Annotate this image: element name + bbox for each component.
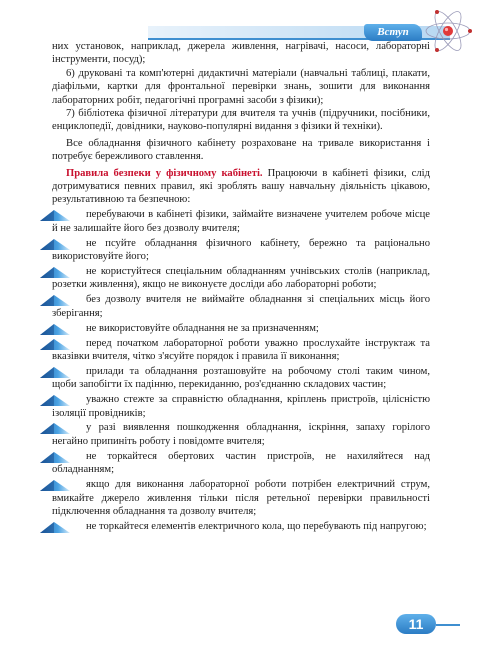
triangle-bullet-icon <box>40 394 70 408</box>
rule-item <box>52 421 430 448</box>
rule-text: не торкайтеся обертових частин пристроїв, не нахиляйтеся над обладнанням; <box>52 450 430 476</box>
rule-text: не торкайтеся елементів електричного кола, що перебувають під напругою; <box>86 520 427 532</box>
rule-text: не псуйте обладнання фізичного кабінету, бережно та раціонально використовуйте його; <box>52 237 430 263</box>
triangle-bullet-icon <box>40 338 70 352</box>
rule-text: якщо для виконання лабораторної роботи потрібен електричний струм, вмикайте джерело живлення тільки після ретельної перевірки правильності підключення обладнання та дозволу вчителя; <box>52 479 430 517</box>
list-item-7: 7) бібліотека фізичної літератури для вчителя та учнів (підручники, посібники, енциклопедії, довідники, науково-популярні видання з фізики й техніки). <box>52 108 430 133</box>
rule-text: не використовуйте обладнання не за призначенням; <box>86 322 319 334</box>
rule-item <box>52 322 430 335</box>
rule-text: уважно стежте за справністю обладнання, кріплень пристроїв, цілісністю ізоляції провідників; <box>52 394 430 419</box>
rules-title: Правила безпеки у фізичному кабінеті. <box>66 167 263 179</box>
rule-item <box>52 478 430 518</box>
rule-item <box>52 265 430 292</box>
rule-item <box>52 365 430 392</box>
rule-text: перебуваючи в кабінеті фізики, займайте визначене учителем робоче місце й не залишайте його без дозволу вчителя; <box>52 209 430 234</box>
body-text <box>52 40 430 533</box>
triangle-bullet-icon <box>40 238 70 252</box>
rule-item <box>52 237 430 264</box>
rule-item <box>52 393 430 420</box>
rules-intro: Працюючи в кабінеті фізики, слід дотримуватися певних правил, які зроблять вашу навчальну діяльність цікавою, результативною та безпечною: <box>52 167 430 206</box>
list-item-6: 6) друковані та комп'ютерні дидактичні матеріали (навчальні таблиці, плакати, діафільми, картки для фронтальної перевірки знань, зошити для виконання лабораторних робіт, педагогічні програмні засоби з фізики); <box>52 67 430 106</box>
triangle-bullet-icon <box>40 479 70 493</box>
page-number-rule <box>436 624 460 626</box>
rule-text: у разі виявлення пошкодження обладнання, іскріння, запаху горілого негайно припиніть роботу і повідомте вчителя; <box>52 422 430 447</box>
triangle-bullet-icon <box>40 521 70 535</box>
rule-text: прилади та обладнання розташовуйте на робочому столі таким чином, щоби запобігти їх падінню, перекиданню, роз'єднанню складових частин; <box>52 365 430 391</box>
triangle-bullet-icon <box>40 366 70 380</box>
triangle-bullet-icon <box>40 323 70 337</box>
rule-item <box>52 520 430 533</box>
rule-item <box>52 337 430 364</box>
triangle-bullet-icon <box>40 209 70 223</box>
rules-intro-paragraph <box>52 167 430 207</box>
section-tab: Вступ <box>364 24 422 41</box>
rule-item <box>52 450 430 477</box>
rule-text: перед початком лабораторної роботи уважно прослухайте інструктаж та вказівки вчителя, чітко з'ясуйте порядок і правила її виконання; <box>52 337 430 362</box>
triangle-bullet-icon <box>40 451 70 465</box>
triangle-bullet-icon <box>40 294 70 308</box>
page-number: 11 <box>396 614 436 634</box>
rule-item <box>52 208 430 235</box>
rule-text: не користуйтеся спеціальним обладнанням учнівських столів (наприклад, розетки живлення), якщо не виконуєте досліди або лабораторні роботи; <box>52 266 430 291</box>
triangle-bullet-icon <box>40 266 70 280</box>
list-continuation: них установок, наприклад, джерела живлення, нагрівачі, насоси, лабораторні інструменти, посуд); <box>52 41 430 66</box>
rule-item <box>52 293 430 320</box>
rule-text: без дозволу вчителя не виймайте обладнання зі спеціальних місць його зберігання; <box>52 294 430 319</box>
rules-list <box>52 208 430 533</box>
summary-paragraph: Все обладнання фізичного кабінету розраховане на тривале використання і потребує бережливого ставлення. <box>52 137 430 163</box>
triangle-bullet-icon <box>40 422 70 436</box>
